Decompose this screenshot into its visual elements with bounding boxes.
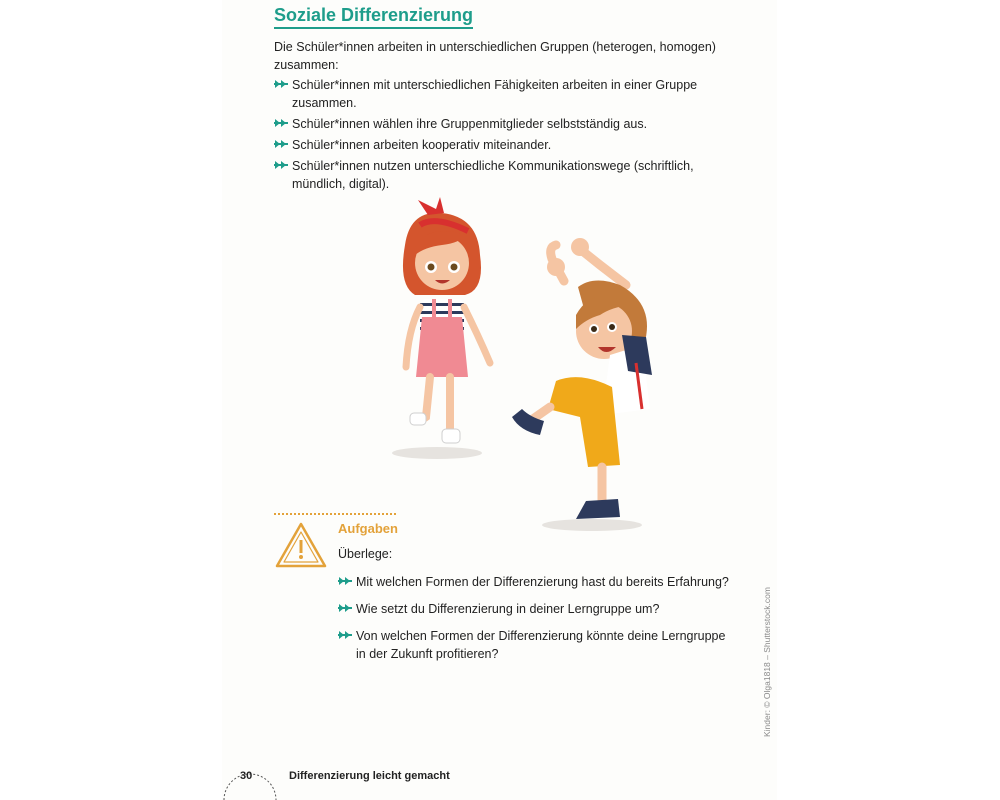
task-text: Von welchen Formen der Differenzierung könnte deine Lerngruppe in der Zukunft profitieren? [356, 629, 726, 661]
list-item [338, 573, 738, 591]
tasks-heading: Aufgaben [338, 521, 398, 536]
task-text: Wie setzt du Differenzierung in deiner Lerngruppe um? [356, 602, 660, 616]
double-arrow-icon [338, 574, 354, 588]
list-item [274, 115, 724, 133]
list-item [338, 600, 738, 618]
image-credit: Kinder: © Olga1818 – Shutterstock.com [762, 587, 772, 737]
divider [274, 513, 396, 515]
bullet-text: Schüler*innen wählen ihre Gruppenmitglieder selbstständig aus. [292, 117, 648, 131]
footer-book-title: Differenzierung leicht gemacht [289, 770, 450, 782]
tasks-lead: Überlege: [338, 547, 393, 561]
page-number: 30 [240, 770, 253, 782]
intro-text: Die Schüler*innen arbeiten in unterschiedlichen Gruppen (heterogen, homogen) zusammen: [274, 40, 716, 72]
bullet-list [274, 76, 724, 196]
double-arrow-icon [274, 77, 290, 91]
bullet-text: Schüler*innen mit unterschiedlichen Fähigkeiten arbeiten in einer Gruppe zusammen. [292, 78, 698, 110]
warning-triangle-icon [274, 520, 328, 570]
children-illustration [380, 195, 680, 535]
boy-figure [512, 238, 652, 519]
list-item [274, 136, 724, 154]
list-item [338, 627, 738, 663]
task-list [338, 573, 738, 672]
double-arrow-icon [338, 601, 354, 615]
bullet-text: Schüler*innen arbeiten kooperativ miteinander. [292, 138, 552, 152]
double-arrow-icon [274, 116, 290, 130]
double-arrow-icon [274, 158, 290, 172]
double-arrow-icon [274, 137, 290, 151]
list-item [274, 76, 724, 112]
boy-shadow [542, 519, 642, 531]
girl-shadow [392, 447, 482, 459]
list-item [274, 157, 724, 193]
bullet-text: Schüler*innen nutzen unterschiedliche Kommunikationswege (schriftlich, mündlich, digital). [292, 159, 694, 191]
girl-figure [403, 197, 490, 443]
task-text: Mit welchen Formen der Differenzierung hast du bereits Erfahrung? [356, 575, 729, 589]
double-arrow-icon [338, 628, 354, 642]
section-title: Soziale Differenzierung [274, 4, 473, 29]
